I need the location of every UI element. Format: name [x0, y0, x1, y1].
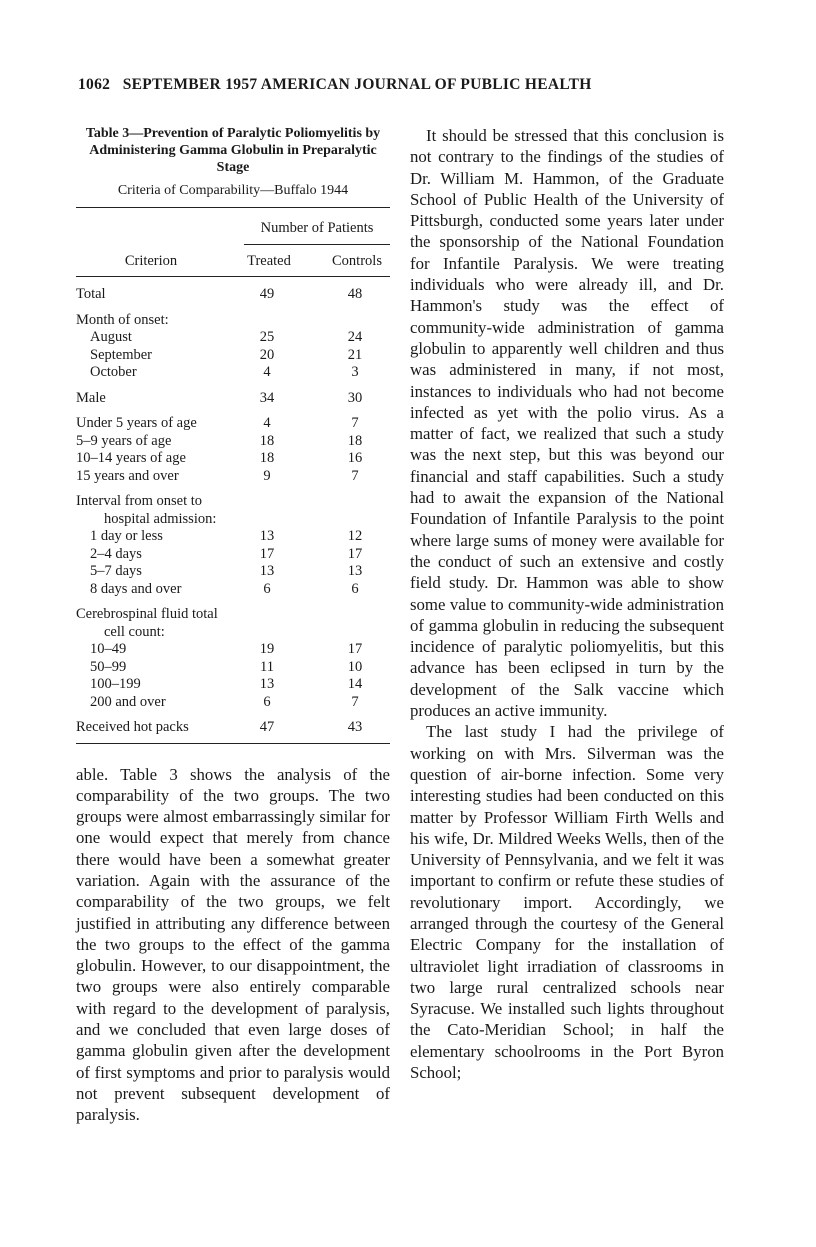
treated-value: 19 [259, 641, 275, 657]
table-row [76, 528, 390, 546]
row-label: August [90, 329, 132, 345]
row-label: 50–99 [90, 658, 127, 675]
table-row [76, 641, 390, 659]
treated-value: 13 [259, 563, 275, 579]
controls-value: 24 [347, 329, 363, 345]
treated-value: 11 [260, 658, 274, 675]
table-row [76, 694, 390, 712]
controls-value: 16 [347, 450, 363, 466]
controls-value: 17 [347, 641, 363, 657]
controls-value: 17 [347, 545, 363, 562]
group-heading: Month of onset: [76, 311, 169, 328]
row-label: 1 day or less [90, 528, 163, 544]
left-paragraph: able. Table 3 shows the analysis of the comparability of the two groups. The two groups were almost embarrassingly similar for one would expect that merely from chance there would have been a somewhat greater variation. Again with the assurance of the comparability of the two groups, we felt justified in attributing any difference between the two groups to the effect of the gamma globulin. However, to our disappointment, the two groups were also entirely comparable with regard to the development of paralysis, and we concluded that even large doses of gamma globulin given after the development of first symptoms and prior to paralysis would not prevent subsequent development of paralysis. [76, 764, 390, 1125]
table-row [76, 433, 390, 451]
controls-value: 6 [351, 580, 359, 597]
treated-value: 49 [259, 286, 275, 302]
treated-value: 4 [263, 364, 271, 380]
table-row [76, 563, 390, 581]
treated-value: 9 [263, 467, 271, 484]
row-label: September [90, 346, 153, 363]
treated-value: 47 [259, 719, 275, 735]
row-label: 8 days and over [90, 580, 182, 597]
table-body [76, 286, 390, 737]
row-label: 200 and over [90, 693, 166, 710]
row-label: October [90, 364, 137, 380]
table-row [76, 468, 390, 486]
table-header [76, 208, 390, 276]
treated-value: 6 [263, 693, 271, 710]
treated-value: 18 [259, 450, 275, 466]
group-heading: Cerebrospinal fluid total [76, 606, 218, 622]
table-3 [76, 125, 390, 744]
group-header-rule [244, 244, 390, 245]
table-group [76, 286, 390, 304]
treated-value: 20 [259, 346, 275, 363]
left-column [76, 125, 390, 1126]
running-title: SEPTEMBER 1957 AMERICAN JOURNAL OF PUBLIC HEALTH [122, 76, 592, 93]
controls-value: 14 [347, 676, 363, 692]
table-group [76, 390, 390, 408]
treated-value: 34 [259, 389, 275, 406]
group-header: Number of Patients [260, 220, 374, 236]
table-row [76, 415, 390, 433]
treated-value: 17 [259, 545, 275, 562]
table-group [76, 312, 390, 382]
treated-value: 25 [259, 329, 275, 345]
table-header-rule [76, 276, 390, 277]
table-row [76, 390, 390, 408]
row-label: Male [76, 389, 106, 406]
controls-value: 3 [351, 364, 359, 380]
right-paragraph-1: It should be stressed that this conclusion is not contrary to the findings of the studies of Dr. William M. Hammon, of the Graduate School of Public Health of the University of Pittsburgh, conducted some years later under the sponsorship of the National Foundation for Infantile Paralysis. We were treating individuals who were already ill, and Dr. Hammon's study was the effect of community-wide administration of gamma globulin to apparently well children and thus was administered in many, if not most, instances to individuals who had not become infected as yet with the polio virus. As a matter of fact, we realized that such a study was the next step, but this was beyond our financial and staff capabilities. Such a study had to await the expansion of the National Foundation of Infantile Paralysis to the point where large sums of money were available for the conduct of such an extensive and costly field study. Dr. Hammon was able to show some value to community-wide administration of gamma globulin in reducing the subsequent incidence of paralytic poliomyelitis, but this advance has been eclipsed in turn by the development of the Salk vaccine which produces an active immunity. [410, 126, 724, 721]
col-controls: Controls [332, 253, 382, 269]
table-row [76, 286, 390, 304]
row-label: 100–199 [90, 676, 141, 692]
row-label: 2–4 days [90, 545, 142, 562]
row-label: 5–7 days [90, 563, 142, 579]
table-row [76, 676, 390, 694]
group-heading-continued: cell count: [104, 623, 165, 640]
table-group [76, 606, 390, 711]
controls-value: 7 [351, 415, 359, 431]
treated-value: 6 [263, 580, 271, 597]
row-label: 10–49 [90, 641, 127, 657]
table-row [76, 719, 390, 737]
controls-value: 30 [347, 389, 363, 406]
treated-value: 13 [259, 528, 275, 544]
table-row [76, 347, 390, 365]
table-bottom-rule [76, 743, 390, 744]
right-paragraph-2: The last study I had the privilege of working on with Mrs. Silverman was the question of air-borne infection. Some very interesting studies had been conducted on this matter by Professor William Firth Wells and his wife, Dr. Mildred Weeks Wells, then of the University of Pennsylvania, and we felt it was important to confirm or refute these studies of revolutionary import. Accordingly, we arranged through the courtesy of the General Electric Company for the installation of ultraviolet light irradiation of classrooms in two large rural centralized schools near Syracuse. We installed such lights throughout the Cato-Meridian School; in half the elementary schoolrooms in the Port Byron School; [410, 722, 724, 1083]
table-subtitle: Criteria of Comparability—Buffalo 1944 [117, 183, 349, 198]
page-number: 1062 [78, 76, 111, 93]
controls-value: 18 [347, 432, 363, 449]
table-group [76, 719, 390, 737]
controls-value: 10 [347, 658, 363, 675]
controls-value: 12 [347, 528, 363, 544]
table-group [76, 493, 390, 598]
table-row [76, 329, 390, 347]
group-heading-continued: hospital admission: [104, 510, 217, 527]
table-row [76, 450, 390, 468]
table-row [76, 364, 390, 382]
col-treated: Treated [247, 253, 291, 269]
controls-value: 13 [347, 563, 363, 579]
table-row [76, 546, 390, 564]
table-title: Table 3—Prevention of Paralytic Poliomyelitis by Administering Gamma Globulin in Preparalytic Stage [85, 126, 381, 175]
treated-value: 4 [263, 415, 271, 431]
row-label: Total [76, 286, 106, 302]
controls-value: 21 [347, 346, 363, 363]
controls-value: 48 [347, 286, 363, 302]
table-row [76, 581, 390, 599]
controls-value: 7 [351, 693, 359, 710]
row-label: Under 5 years of age [76, 415, 197, 431]
right-column [410, 125, 724, 1083]
row-label: 5–9 years of age [76, 432, 172, 449]
treated-value: 18 [259, 432, 275, 449]
table-row [76, 659, 390, 677]
row-label: Received hot packs [76, 719, 189, 735]
running-header [78, 76, 738, 94]
col-criterion: Criterion [124, 253, 178, 269]
group-heading: Interval from onset to [76, 493, 203, 509]
treated-value: 13 [259, 676, 275, 692]
table-group [76, 415, 390, 485]
row-label: 10–14 years of age [76, 450, 186, 466]
row-label: 15 years and over [76, 467, 179, 484]
controls-value: 43 [347, 719, 363, 735]
controls-value: 7 [351, 467, 359, 484]
